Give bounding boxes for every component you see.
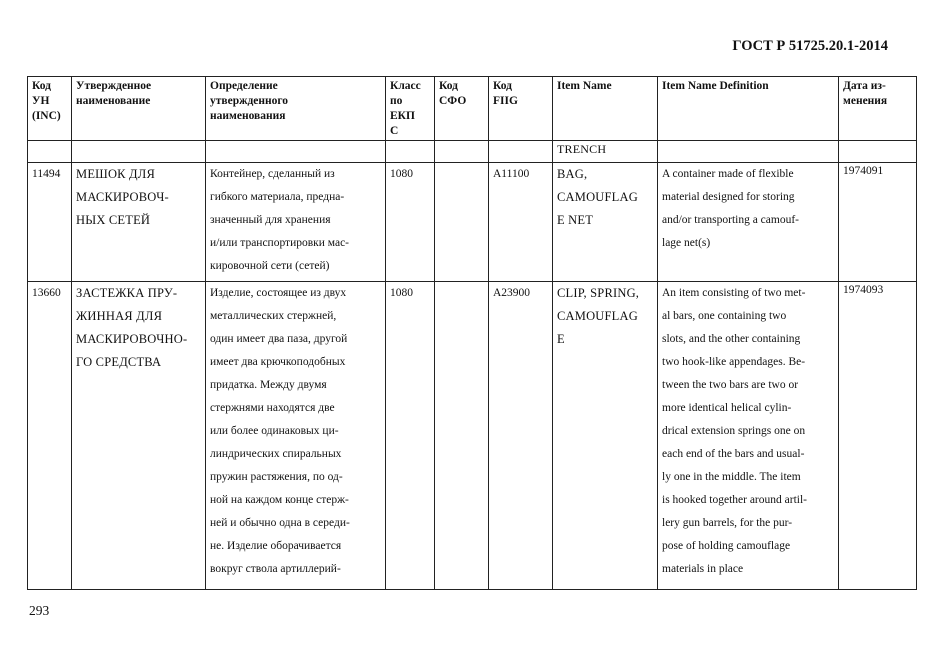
table-row-continuation bbox=[28, 141, 917, 163]
table-row bbox=[28, 163, 917, 282]
cell-fiig-code: A11100 bbox=[493, 168, 530, 180]
column-header-item-name: Item Name bbox=[553, 77, 658, 141]
column-header-inc: Код УН (INC) bbox=[28, 77, 72, 141]
cell-change-date: 1974091 bbox=[843, 165, 884, 177]
cell-class: 1080 bbox=[390, 287, 413, 299]
column-header-item-name-definition: Item Name Definition bbox=[658, 77, 839, 141]
page-number: 293 bbox=[29, 603, 50, 618]
column-header-definition: Определение утвержденного наименования bbox=[206, 77, 386, 141]
column-header-sfo-code: Код СФО bbox=[435, 77, 489, 141]
cell-approved-name bbox=[72, 141, 206, 163]
cell-change-date bbox=[839, 141, 917, 163]
cell-fiig-code bbox=[489, 141, 553, 163]
cell-item-name: BAG, CAMOUFLAG E NET bbox=[557, 167, 638, 227]
cell-sfo-code bbox=[435, 141, 489, 163]
column-header-class: Класс по ЕКП С bbox=[386, 77, 435, 141]
cell-item-name: CLIP, SPRING, CAMOUFLAG E bbox=[557, 286, 640, 346]
column-header-change-date: Дата из- менения bbox=[839, 77, 917, 141]
cell-change-date: 1974093 bbox=[843, 284, 884, 296]
cell-definition: Изделие, состоящее из двух металлических стержней, один имеет два паза, другой имеет два крючкоподобных придатка. Между двумя стержнями находятся две или более одинаковых ци- линдрических спиральных пружин растяжения, по од- ной на каждом конце стерж- ней и обычно одна в середи- не. Изделие оборачивается вокруг ствола артиллерий- bbox=[210, 287, 350, 575]
column-header-fiig-code: Код FIIG bbox=[489, 77, 553, 141]
cell-approved-name: ЗАСТЕЖКА ПРУ- ЖИННАЯ ДЛЯ МАСКИРОВОЧНО- ГО СРЕДСТВА bbox=[76, 286, 188, 369]
document-header: ГОСТ Р 51725.20.1-2014 bbox=[732, 38, 888, 54]
table-header-row bbox=[28, 77, 917, 141]
cell-inc: 13660 bbox=[32, 287, 61, 299]
specification-table bbox=[27, 76, 917, 590]
cell-class bbox=[386, 141, 435, 163]
cell-definition bbox=[206, 141, 386, 163]
cell-definition: Контейнер, сделанный из гибкого материала, предна- значенный для хранения и/или транспортировки мас- кировочной сети (сетей) bbox=[210, 168, 350, 272]
cell-approved-name: МЕШОК ДЛЯ МАСКИРОВОЧ- НЫХ СЕТЕЙ bbox=[76, 167, 169, 227]
cell-item-name-definition bbox=[658, 141, 839, 163]
cell-item-name: TRENCH bbox=[553, 141, 658, 163]
column-header-approved-name: Утвержденное наименование bbox=[72, 77, 206, 141]
cell-inc: 11494 bbox=[32, 168, 61, 180]
table-row bbox=[28, 282, 917, 590]
cell-inc bbox=[28, 141, 72, 163]
cell-item-name-definition: An item consisting of two met- al bars, one containing two slots, and the other containing two hook-like appendages. Be- tween the two bars are two or more identical helical cylin- drical extension springs one on each end of the bars and usual- ly one in the middle. The item is hooked together around artil- lery gun barrels, for the pur- pose of holding camouflage materials in place bbox=[662, 287, 807, 575]
cell-fiig-code: A23900 bbox=[493, 287, 531, 299]
cell-class: 1080 bbox=[390, 168, 413, 180]
cell-item-name-definition: A container made of flexible material designed for storing and/or transporting a camouf- lage net(s) bbox=[662, 168, 799, 249]
